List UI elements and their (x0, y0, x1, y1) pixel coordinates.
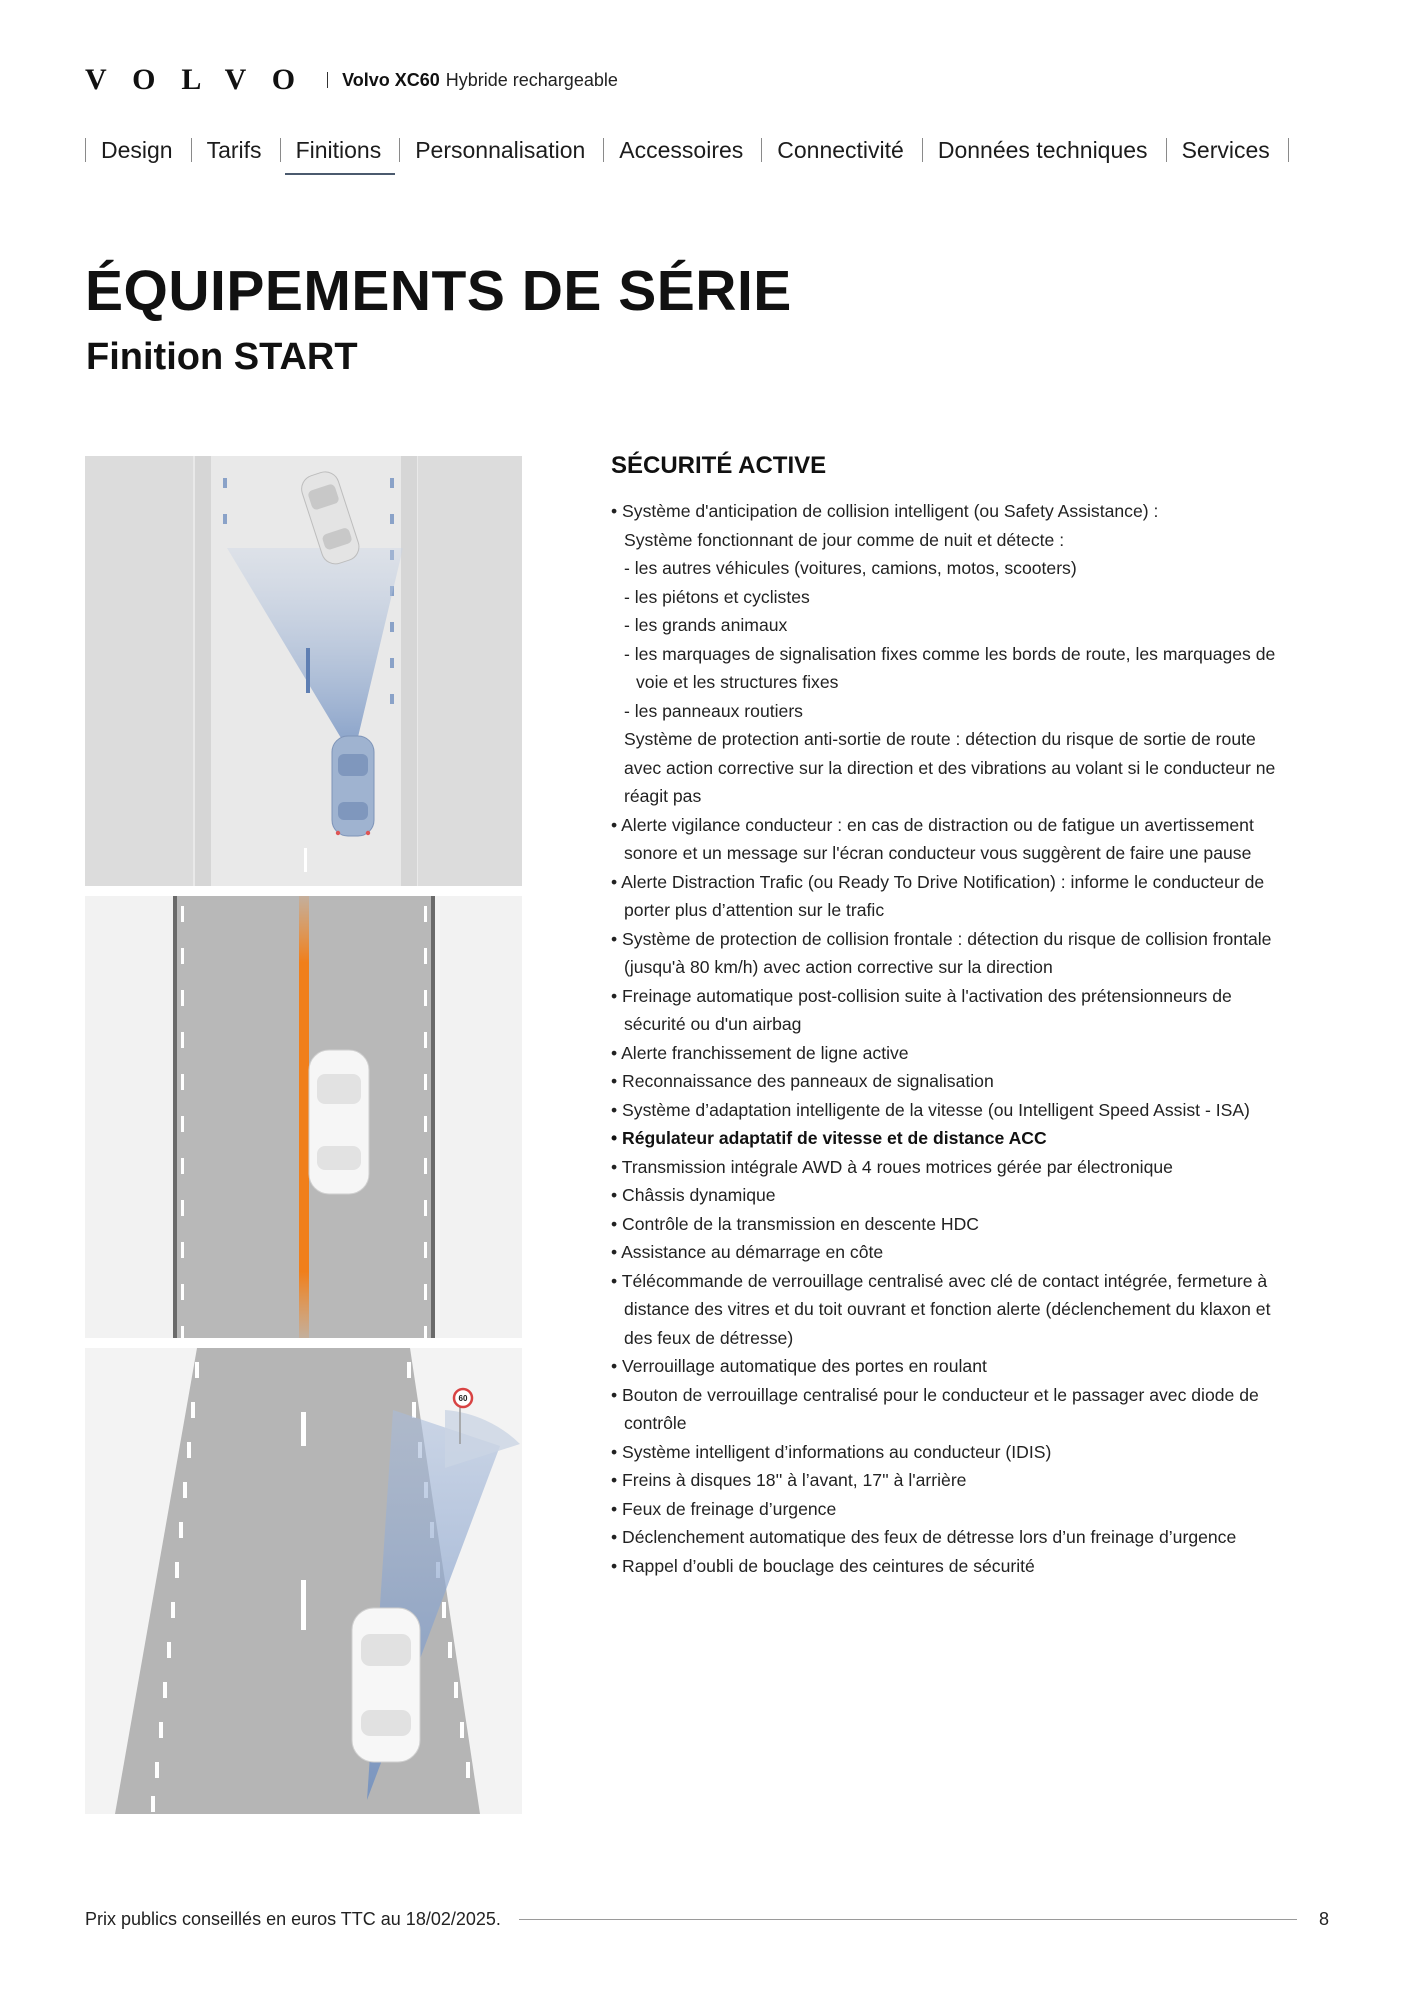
nav-item-donnees-techniques[interactable]: Données techniques (937, 137, 1148, 163)
nav-item-connectivite[interactable]: Connectivité (777, 137, 904, 163)
list-item: • Régulateur adaptatif de vitesse et de distance ACC (611, 1128, 1047, 1148)
list-item: • Reconnaissance des panneaux de signalisation (611, 1071, 994, 1091)
list-item: • Feux de freinage d’urgence (611, 1498, 837, 1519)
list-item-continuation: - les autres véhicules (voitures, camions, motos, scooters) (624, 558, 1077, 578)
page-subtitle: Finition START (86, 336, 358, 378)
page-number: 8 (1318, 1908, 1329, 1929)
section-securite-active (611, 452, 1321, 1580)
list-item-continuation: - les panneaux routiers (624, 700, 803, 721)
list-item: • Freins à disques 18'' à l’avant, 17'' à l'arrière (611, 1470, 967, 1490)
list-item: • Alerte vigilance conducteur : en cas de distraction ou de fatigue un avertissement (611, 814, 1254, 835)
list-item: • Freinage automatique post-collision suite à l'activation des prétensionneurs de (611, 985, 1232, 1006)
list-item-continuation: - les piétons et cyclistes (624, 586, 810, 607)
header (85, 62, 618, 98)
list-item: • Verrouillage automatique des portes en roulant (611, 1356, 987, 1376)
list-item: • Déclenchement automatique des feux de détresse lors d’un freinage d’urgence (611, 1527, 1237, 1547)
list-item-continuation: Système de protection anti-sortie de route : détection du risque de sortie de route (624, 729, 1256, 749)
list-item-continuation: contrôle (624, 1413, 687, 1433)
list-item: • Système d’adaptation intelligente de la vitesse (ou Intelligent Speed Assist - ISA) (611, 1099, 1250, 1120)
page-title: ÉQUIPEMENTS DE SÉRIE (85, 259, 792, 323)
list-item: • Télécommande de verrouillage centralisé avec clé de contact intégrée, fermeture à (611, 1270, 1268, 1291)
footer (85, 1904, 1329, 1934)
section-title: SÉCURITÉ ACTIVE (611, 452, 827, 479)
list-item: • Assistance au démarrage en côte (611, 1242, 884, 1262)
model-subtitle: Hybride rechargeable (445, 69, 618, 90)
list-item: • Système d'anticipation de collision intelligent (ou Safety Assistance) : (611, 501, 1159, 521)
list-item-continuation: porter plus d’attention sur le trafic (624, 900, 885, 920)
header-divider (327, 72, 328, 88)
footer-note: Prix publics conseillés en euros TTC au 18/02/2025. (85, 1908, 501, 1929)
list-item-continuation: (jusqu'à 80 km/h) avec action corrective sur la direction (624, 957, 1053, 977)
nav-item-finitions[interactable]: Finitions (281, 130, 400, 170)
list-item: • Rappel d’oubli de bouclage des ceintures de sécurité (611, 1555, 1035, 1576)
list-item-continuation: avec action corrective sur la direction et des vibrations au volant si le conducteur ne (624, 757, 1276, 778)
list-item-continuation: - les grands animaux (624, 615, 788, 635)
list-item: • Alerte franchissement de ligne active (611, 1042, 909, 1063)
nav-item-accessoires[interactable]: Accessoires (619, 137, 744, 163)
illustration-collision-detection (85, 456, 522, 886)
list-item-continuation: sonore et un message sur l'écran conducteur vous suggèrent de faire une pause (624, 843, 1252, 863)
nav-item-personnalisation[interactable]: Personnalisation (415, 137, 586, 163)
speed-sign-value: 60 (458, 1394, 468, 1403)
list-item-continuation: réagit pas (624, 786, 702, 806)
list-item: • Système intelligent d’informations au conducteur (IDIS) (611, 1441, 1052, 1462)
equipment-list (611, 497, 1321, 1580)
list-item-continuation: Système fonctionnant de jour comme de nuit et détecte : (624, 529, 1065, 550)
list-item: • Contrôle de la transmission en descente HDC (611, 1213, 979, 1234)
list-item-continuation: des feux de détresse) (624, 1327, 794, 1348)
nav-divider (1288, 138, 1289, 162)
list-item-continuation: sécurité ou d'un airbag (624, 1014, 802, 1034)
footer-rule (519, 1919, 1297, 1920)
list-item: • Châssis dynamique (611, 1185, 776, 1205)
illustration-sign-recognition (85, 1348, 522, 1814)
list-item: • Bouton de verrouillage centralisé pour le conducteur et le passager avec diode de (611, 1384, 1259, 1405)
nav-item-services[interactable]: Services (1181, 137, 1270, 163)
list-item: • Alerte Distraction Trafic (ou Ready To Drive Notification) : informe le conducteur de (611, 871, 1265, 892)
nav-item-design[interactable]: Design (101, 137, 173, 163)
nav-item-tarifs[interactable]: Tarifs (206, 137, 262, 163)
illustration-lane-keeping (85, 896, 522, 1338)
list-item: • Système de protection de collision frontale : détection du risque de collision frontale (611, 928, 1272, 949)
list-item-continuation: - les marquages de signalisation fixes comme les bords de route, les marquages de (624, 643, 1276, 664)
list-item: • Transmission intégrale AWD à 4 roues motrices gérée par électronique (611, 1156, 1173, 1177)
top-navigation (85, 130, 1289, 170)
list-item-continuation: distance des vitres et du toit ouvrant et fonction alerte (déclenchement du klaxon et (624, 1299, 1271, 1319)
list-item-continuation: voie et les structures fixes (636, 672, 839, 692)
volvo-logo[interactable]: VOLVO (85, 63, 322, 96)
model-name: Volvo XC60 (342, 69, 440, 90)
